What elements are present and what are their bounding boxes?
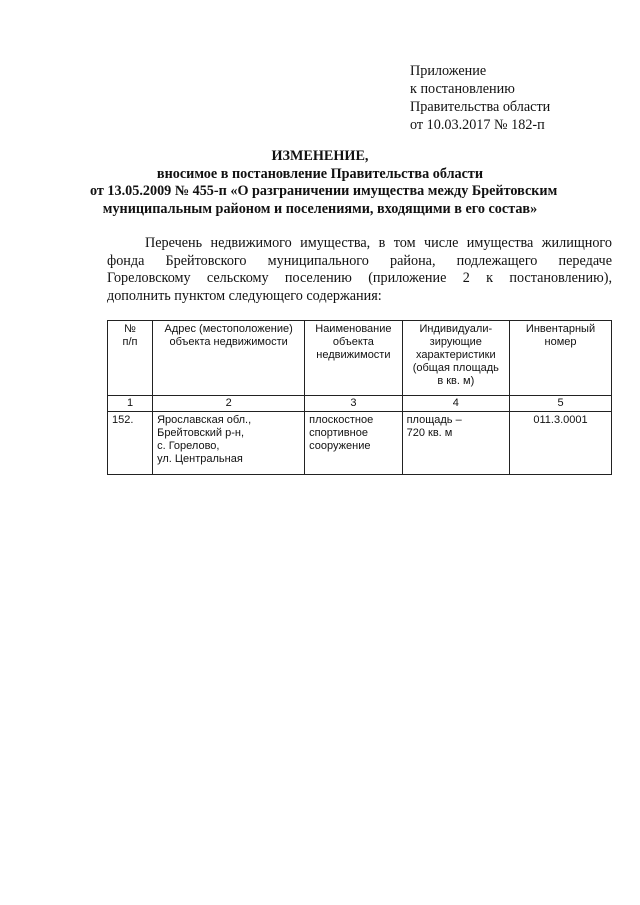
table-row: [108, 412, 612, 475]
appendix-line: Правительства области: [410, 99, 551, 115]
body-paragraph: [107, 235, 612, 305]
header-cell-number: № п/п: [108, 321, 153, 396]
row-name-cell: плоскостное спортивное сооружение: [305, 412, 402, 475]
column-number-row: [108, 396, 612, 412]
column-number-cell: 5: [510, 396, 612, 412]
appendix-line: Приложение: [410, 63, 487, 79]
body-line: Перечень недвижимого имущества, в том числе имущества жилищного: [145, 235, 612, 251]
header-cell-characteristics: Индивидуали- зирующие характеристики (общая площадь в кв. м): [402, 321, 509, 396]
row-address-cell: Ярославская обл., Брейтовский р-н, с. Горелово, ул. Центральная: [153, 412, 305, 475]
header-cell-name: Наименование объекта недвижимости: [305, 321, 402, 396]
appendix-block: [410, 62, 550, 134]
table-header-row: [108, 321, 612, 396]
heading-title: ИЗМЕНЕНИЕ,: [271, 148, 369, 164]
row-characteristics-cell: площадь – 720 кв. м: [402, 412, 509, 475]
body-line: фонда Брейтовского муниципального района, подлежащего передаче: [107, 252, 612, 269]
appendix-line: к постановлению: [410, 81, 515, 97]
body-line: дополнить пунктом следующего содержания:: [107, 287, 382, 304]
row-number-cell: 152.: [108, 412, 153, 475]
column-number-cell: 1: [108, 396, 153, 412]
column-number-cell: 3: [305, 396, 402, 412]
heading-line: вносимое в постановление Правительства области: [156, 165, 484, 182]
header-cell-inventory: Инвентарный номер: [510, 321, 612, 396]
heading-line: муниципальным районом и поселениями, входящими в его состав»: [102, 200, 538, 217]
header-cell-address: Адрес (местоположение) объекта недвижимости: [153, 321, 305, 396]
document-heading: [90, 148, 558, 218]
row-inventory-cell: 011.3.0001: [510, 412, 612, 475]
column-number-cell: 4: [402, 396, 509, 412]
property-table: [107, 320, 612, 475]
body-line: Гореловскому сельскому поселению (приложение 2 к постановлению),: [107, 270, 612, 286]
column-number-cell: 2: [153, 396, 305, 412]
heading-line: от 13.05.2009 № 455-п «О разграничении имущества между Брейтовским: [90, 183, 558, 199]
appendix-line: от 10.03.2017 № 182-п: [410, 117, 545, 133]
